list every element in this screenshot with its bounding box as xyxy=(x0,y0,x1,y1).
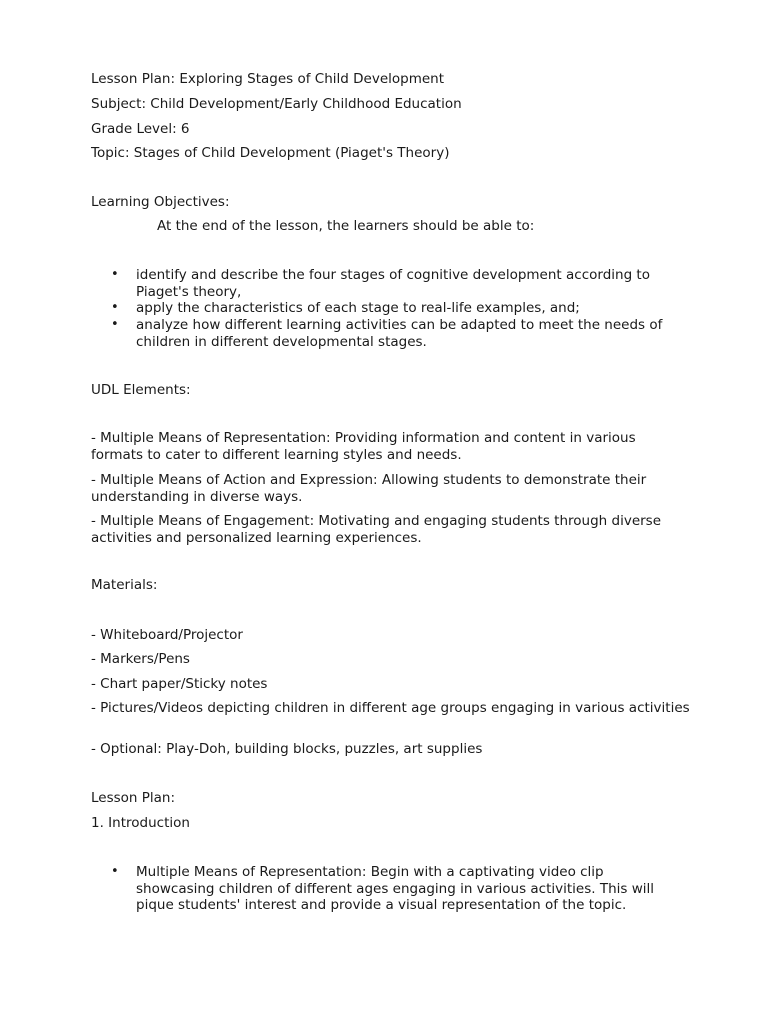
objectives-intro: At the end of the lesson, the learners should be able to: xyxy=(157,218,535,234)
bullet-icon: • xyxy=(111,267,119,282)
materials-heading: Materials: xyxy=(91,577,158,593)
bullet-icon: • xyxy=(111,317,119,332)
materials-item: - Optional: Play-Doh, building blocks, puzzles, art supplies xyxy=(91,741,483,757)
grade-level-line: Grade Level: 6 xyxy=(91,121,190,137)
materials-item: - Pictures/Videos depicting children in different age groups engaging in various activities xyxy=(91,700,690,716)
topic-line: Topic: Stages of Child Development (Piaget's Theory) xyxy=(91,145,450,161)
objective-text: analyze how different learning activities can be adapted to meet the needs of children in different developmental stages. xyxy=(136,317,663,350)
introduction-step: 1. Introduction xyxy=(91,815,190,831)
udl-heading: UDL Elements: xyxy=(91,382,191,398)
udl-item: - Multiple Means of Engagement: Motivating and engaging students through diverse activities and personalized learning experiences. xyxy=(91,513,662,546)
udl-item: - Multiple Means of Representation: Providing information and content in various formats to cater to different learning styles and needs. xyxy=(91,430,636,463)
objective-text: identify and describe the four stages of cognitive development according to Piaget's theory, xyxy=(136,267,650,300)
lesson-plan-heading: Lesson Plan: xyxy=(91,790,176,806)
introduction-text: Multiple Means of Representation: Begin with a captivating video clip showcasing children of different ages engaging in various activities. This will pique students' interest and provide a visual representation of the topic. xyxy=(136,864,655,913)
materials-item: - Markers/Pens xyxy=(91,651,190,667)
materials-item: - Whiteboard/Projector xyxy=(91,627,243,643)
subject-line: Subject: Child Development/Early Childhood Education xyxy=(91,96,462,112)
objective-text: apply the characteristics of each stage to real-life examples, and; xyxy=(136,300,580,316)
objectives-heading: Learning Objectives: xyxy=(91,194,230,210)
udl-item: - Multiple Means of Action and Expression: Allowing students to demonstrate their understanding in diverse ways. xyxy=(91,472,647,505)
materials-item: - Chart paper/Sticky notes xyxy=(91,676,268,692)
lesson-plan-title: Lesson Plan: Exploring Stages of Child Development xyxy=(91,71,445,87)
bullet-icon: • xyxy=(111,864,119,879)
bullet-icon: • xyxy=(111,300,119,315)
